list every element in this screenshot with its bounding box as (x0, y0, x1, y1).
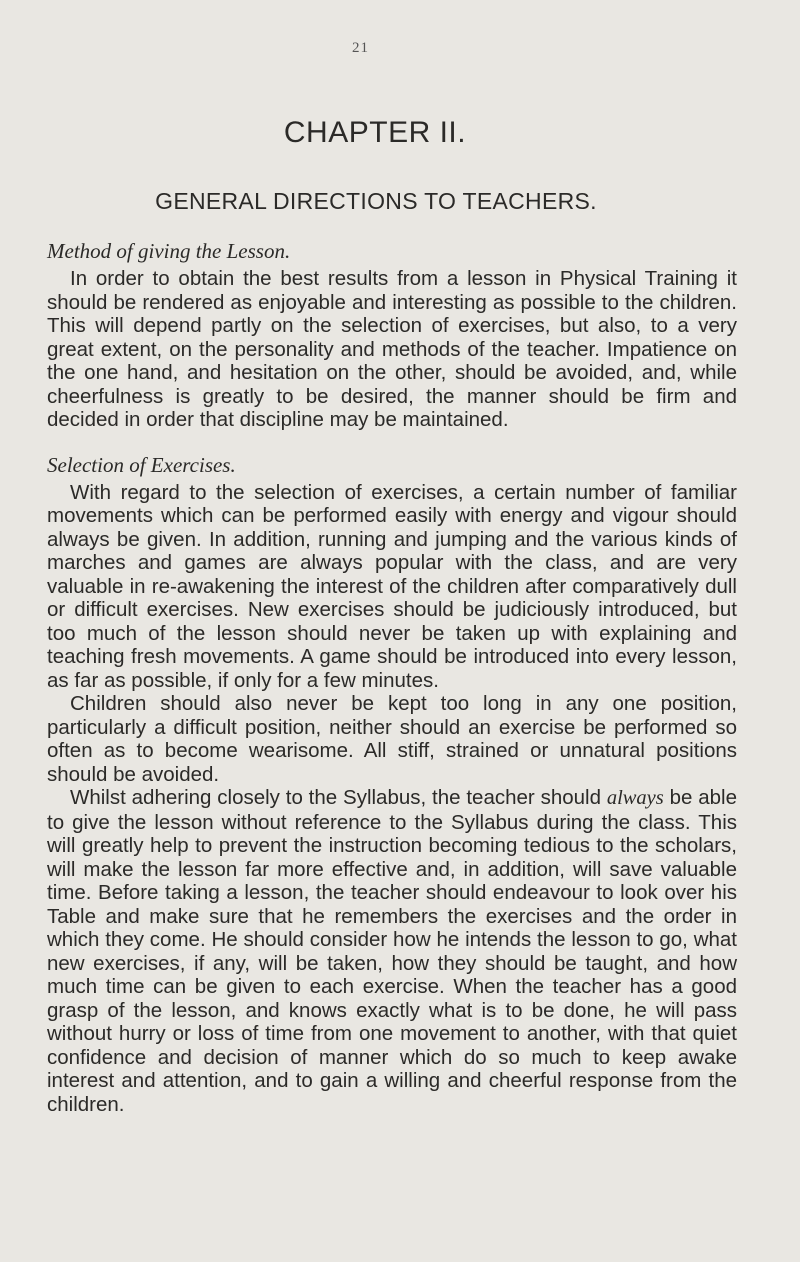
section-heading-selection: Selection of Exercises. (47, 452, 236, 477)
section-heading-method: Method of giving the Lesson. (47, 239, 291, 263)
paragraph-text: be able to give the lesson without reference to the Syllabus during the class. This will greatly help to prevent the instruction becoming tedious to the scholars, will make the lesson far more effective and, in addition, will save valuable time. Before taking a lesson, the teacher should endeavour to look over his Table and make sure that he remembers the exercises and the order in which they come. He should consider how he intends the lesson to go, what new exercises, if any, will be taken, how they should be taught, and how much time can be given to each exercise. When the teacher has a good grasp of the lesson, and knows exactly what is to be done, he will pass without hurry or loss of time from one movement to another, with that quiet confidence and decision of manner which do so much to keep awake interest and attention, and to gain a willing and cheerful response from the children. (47, 786, 737, 1116)
paragraph: In order to obtain the best results from a lesson in Physical Training it should be rendered as enjoyable and interesting as possible to the children. This will depend partly on the selection of exercises, but also, to a very great extent, on the personality and methods of the teacher. Impatience on the one hand, and hesitation on the other, should be avoided, and, while cheerfulness is greatly to be desired, the manner should be firm and decided in order that discipline may be maintained. (47, 267, 737, 431)
chapter-subheading: GENERAL DIRECTIONS TO TEACHERS. (155, 188, 597, 214)
chapter-heading: CHAPTER II. (283, 116, 467, 149)
paragraph (47, 786, 737, 1116)
paragraph: Children should also never be kept too long in any one position, particularly a difficult position, neither should an exercise be performed so often as to become wearisome. All stiff, strained or unnatural positions should be avoided. (47, 692, 737, 786)
body-text (47, 237, 737, 1116)
emphasized-word: always (606, 787, 664, 809)
paragraph-text: Whilst adhering closely to the Syllabus, the teacher should (70, 786, 607, 809)
paragraph: With regard to the selection of exercises, a certain number of familiar movements which can be performed easily with energy and vigour should always be given. In addition, running and jumping and the various kinds of marches and games are always popular with the class, and are very valuable in re-awakening the interest of the children after comparatively dull or difficult exercises. New exercises should be judiciously introduced, but too much of the lesson should never be taken up with explaining and teaching fresh movements. A game should be introduced into every lesson, as far as possible, if only for a few minutes. (47, 480, 737, 692)
page-number: 21 (352, 40, 369, 56)
